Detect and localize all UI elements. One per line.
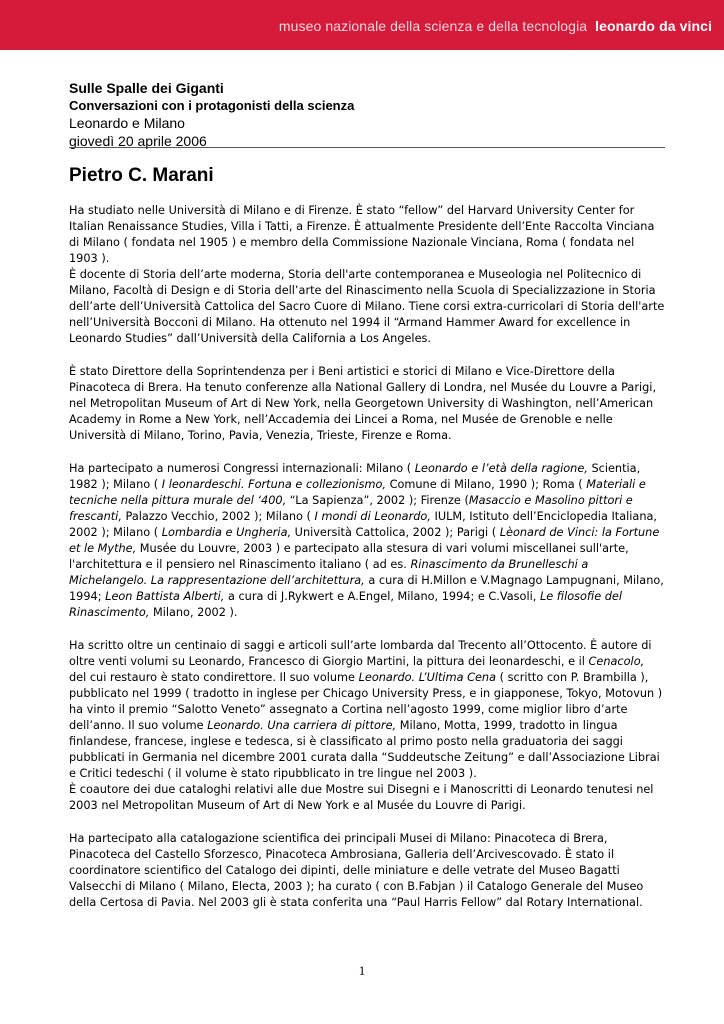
header-divider: [69, 147, 665, 148]
bio-text: Ha partecipato a numerosi Congressi internazionali: Milano (: [69, 462, 415, 475]
bio-text: Ha scritto oltre un centinaio di saggi e articoli sull’arte lombarda dal Trecento all’Ottocento. È autore di oltre venti volumi su Leonardo, Francesco di Giorgio Martini, la pittura dei leonardeschi, e il: [69, 639, 652, 668]
bio-paragraph: È stato Direttore della Soprintendenza per i Beni artistici e storici di Milano e Vice-Direttore della Pinacoteca di Brera. Ha tenuto conferenze alla National Gallery di Londra, nel Musée du Louvre a Parigi, nel Metropolitan Museum of Art di New York, nella Georgetown University di Washington, nell’American Academy in Rome a New York, nell’Accademia dei Lincei a Roma, nel Musée de Grenoble e nelle Università di Milano, Torino, Pavia, Venezia, Trieste, Firenze e Roma.: [69, 365, 657, 442]
museum-name: museo nazionale della scienza e della tecnologia: [278, 18, 588, 34]
museum-logo-text: [279, 18, 712, 34]
bio-paragraph: Ha partecipato alla catalogazione scientifica dei principali Musei di Milano: Pinacoteca di Brera, Pinacoteca del Castello Sforzesco, Pinacoteca Ambrosiana, Galleria dell’Arcivescovado. È stato il coordinatore scientifico del Catalogo dei dipinti, delle miniature e delle vetrate del Museo Bagatti Valsecchi di Milano ( Milano, Electa, 2003 ); ha curato ( con B.Fabjan ) il Catalogo Generale del Museo della Certosa di Pavia. Nel 2003 gli è stata conferita una “Paul Harris Fellow” dal Rotary International.: [69, 832, 644, 909]
bio-text: Milano, 2002 ).: [149, 606, 238, 619]
bio-text: È docente di Storia dell’arte moderna, Storia dell'arte contemporanea e Museologia nel Politecnico di Milano, Facoltà di Design e di Storia dell’arte del Rinascimento nella Scuola di Specializzazione in Storia dell’arte dell’Università Cattolica del Sacro Cuore di Milano. Tiene corsi extra-curricolari di Storia dell'arte nell’Università Bocconi di Milano. Ha ottenuto nel 1994 il “Armand Hammer Award for excellence in Leonardo Studies” dall’Università della California a Los Angeles.: [69, 268, 665, 345]
italic-title: Lombardia e Ungheria,: [161, 526, 292, 539]
event-header: [69, 80, 665, 150]
bio-text: Palazzo Vecchio, 2002 ); Milano (: [121, 510, 315, 523]
person-name: Pietro C. Marani: [69, 165, 214, 186]
bio-paragraph: [69, 203, 665, 347]
bio-text: Milano, Motta, 1999, tradotto in lingua finlandese, francese, inglese e tedesca, si è classificato al primo posto nella graduatoria dei saggi pubblicati in Germania nel dicembre 2001 curata dalla “Suddeutsche Zeitung” e dall’Associazione Librai e Critici tedeschi ( il volume è stato ripubblicato in tre lingue nel 2003 ).: [69, 719, 660, 780]
series-title: Sulle Spalle dei Giganti: [69, 80, 224, 96]
italic-title: Lèonard de Vinci: la Fortune et le Mythe,: [69, 526, 660, 555]
italic-title: Masaccio e Masolino pittori e frescanti,: [69, 494, 633, 523]
bio-text: Università Cattolica, 2002 ); Parigi (: [291, 526, 500, 539]
italic-title: Le filosofie del Rinascimento,: [69, 590, 623, 619]
bio-text: Scientia, 1982 ); Milano (: [69, 462, 641, 491]
italic-title: I leonardeschi. Fortuna e collezionismo,: [161, 478, 386, 491]
series-subtitle: Conversazioni con i protagonisti della scienza: [69, 98, 355, 113]
italic-title: Materiali e tecniche nella pittura murale del ‘400,: [69, 478, 646, 507]
bio-text: a cura di J.Rykwert e A.Engel, Milano, 1994; e C.Vasoli,: [224, 590, 540, 603]
page-number: 1: [358, 963, 366, 978]
bio-text: del cui restauro è stato condirettore. Il suo volume: [69, 671, 359, 684]
bio-text: Ha studiato nelle Università di Milano e di Firenze. È stato “fellow” del Harvard University Center for Italian Renaissance Studies, Villa i Tatti, a Firenze. È attualmente Presidente dell’Ente Raccolta Vinciana di Milano ( fondata nel 1905 ) e membro della Commissione Nazionale Vinciana, Roma ( fondata nel 1903 ).: [69, 204, 655, 265]
italic-title: Leon Battista Alberti,: [105, 590, 225, 603]
bio-text: a cura di H.Millon e V.Magnago Lampugnani, Milano, 1994;: [69, 574, 664, 603]
event-date: giovedì 20 aprile 2006: [69, 133, 207, 149]
italic-title: I mondi di Leonardo,: [314, 510, 431, 523]
bio-text: IULM, Istituto dell’Enciclopedia Italiana, 2002 ); Milano (: [69, 510, 658, 539]
bio-text: È coautore dei due cataloghi relativi alle due Mostre sui Disegni e i Manoscritti di Leonardo tenutesi nel 2003 nel Metropolitan Museum of Art di New York e al Musée du Louvre di Parigi.: [69, 783, 654, 812]
italic-title: Leonardo. L’Ultima Cena: [358, 671, 497, 684]
italic-title: Leonardo e l’età della ragione,: [414, 462, 588, 475]
header-banner: [0, 0, 724, 50]
italic-title: Rinascimento da Brunelleschi a Michelangelo. La rappresentazione dell’architettura,: [69, 558, 589, 587]
italic-title: Leonardo. Una carriera di pittore,: [207, 719, 397, 732]
italic-title: Cenacolo,: [588, 655, 645, 668]
bio-paragraph: [69, 461, 665, 621]
bio-text: “La Sapienza”, 2002 ); Firenze (: [286, 494, 469, 507]
bio-text: Comune di Milano, 1990 ); Roma (: [386, 478, 587, 491]
event-topic: Leonardo e Milano: [69, 115, 185, 131]
brand-name: leonardo da vinci: [595, 18, 712, 34]
bio-text: ( scritto con P. Brambilla ), pubblicato nel 1999 ( tradotto in inglese per Chicago University Press, e in giapponese, Tokyo, Motovun ) ha vinto il premio “Salotto Veneto” assegnato a Cortina nell’agosto 1999, come miglior libro d’arte dell’anno. Il suo volume: [69, 671, 663, 732]
bio-paragraph: [69, 638, 665, 814]
biography: [69, 203, 665, 928]
bio-text: Musée du Louvre, 2003 ) e partecipato alla stesura di vari volumi miscellanei sull'arte, l'architettura e il pensiero nel Rinascimento italiano ( ad es.: [69, 542, 629, 571]
